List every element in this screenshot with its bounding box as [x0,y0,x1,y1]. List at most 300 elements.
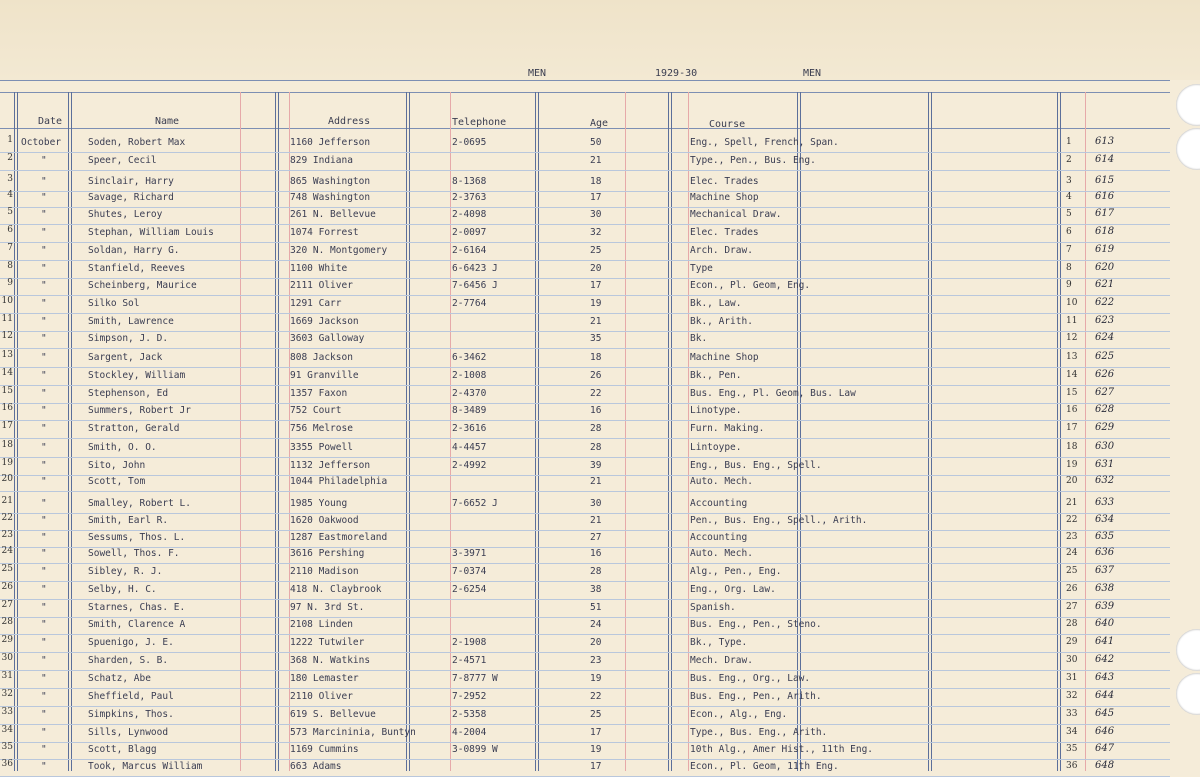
age-cell: 21 [590,316,602,327]
handwritten-id: 634 [1095,514,1115,525]
date-cell: " [41,709,47,720]
name-cell: Starnes, Chas. E. [88,602,186,613]
course-cell: Type [690,263,713,274]
row-rule [0,152,1170,153]
row-number: 23 [1,530,13,540]
row-rule [0,295,1170,296]
date-cell: " [41,316,47,327]
handwritten-id: 629 [1095,422,1115,433]
address-cell: 1074 Forrest [290,227,359,238]
title-left-men: MEN [528,68,547,79]
address-cell: 91 Granville [290,370,359,381]
address-cell: 1985 Young [290,498,348,509]
record-number: 4 [1066,192,1072,202]
address-cell: 619 S. Bellevue [290,709,376,720]
punch-hole [1176,84,1200,126]
handwritten-id: 625 [1095,351,1115,362]
course-cell: Bus. Eng., Pen., Steno. [690,619,822,630]
course-cell: Accounting [690,498,748,509]
address-cell: 2108 Linden [290,619,353,630]
address-cell: 573 Marcininia, Buntyn [290,727,416,738]
row-rule [0,420,1170,421]
phone-cell: 7-8777 W [452,673,498,684]
record-number: 36 [1066,761,1078,771]
record-number: 6 [1066,227,1072,237]
row-rule [0,170,1170,171]
phone-cell: 7-6456 J [452,280,498,291]
handwritten-id: 628 [1095,404,1115,415]
course-cell: Accounting [690,532,748,543]
name-cell: Selby, H. C. [88,584,157,595]
handwritten-id: 618 [1095,226,1115,237]
date-cell: " [41,227,47,238]
address-cell: 1222 Tutwiler [290,637,365,648]
phone-cell: 2-6164 [452,245,487,256]
address-cell: 756 Melrose [290,423,353,434]
row-rule [0,348,1170,349]
age-cell: 16 [590,548,602,559]
age-cell: 39 [590,460,602,471]
address-cell: 808 Jackson [290,352,353,363]
course-cell: Bk., Arith. [690,316,753,327]
name-cell: Speer, Cecil [88,155,157,166]
row-rule [0,438,1170,439]
date-cell: " [41,744,47,755]
row-rule [0,652,1170,653]
address-cell: 97 N. 3rd St. [290,602,365,613]
address-cell: 1620 Oakwood [290,515,359,526]
record-number: 31 [1066,673,1078,683]
course-cell: Eng., Spell, French, Span. [690,137,839,148]
name-cell: Stephenson, Ed [88,388,169,399]
date-cell: " [41,548,47,559]
record-number: 7 [1066,245,1072,255]
handwritten-id: 631 [1095,459,1115,470]
row-rule [0,706,1170,707]
name-cell: Simpson, J. D. [88,333,169,344]
course-cell: Auto. Mech. [690,476,753,487]
row-rule [0,599,1170,600]
row-number: 6 [7,225,13,235]
course-cell: Furn. Making. [690,423,765,434]
record-number: 26 [1066,584,1078,594]
record-number: 29 [1066,637,1078,647]
address-cell: 1357 Faxon [290,388,348,399]
address-cell: 1160 Jefferson [290,137,371,148]
course-cell: Bus. Eng., Pl. Geom, Bus. Law [690,388,856,399]
row-rule [0,260,1170,261]
date-cell: " [41,637,47,648]
rule-header-bottom [0,128,1170,129]
rule-top-2 [0,92,1170,93]
course-cell: Bk., Law. [690,298,742,309]
date-cell: " [41,515,47,526]
course-cell: Pen., Bus. Eng., Spell., Arith. [690,515,868,526]
address-cell: 1169 Cummins [290,744,359,755]
row-rule [0,475,1170,476]
handwritten-id: 642 [1095,654,1115,665]
date-cell: " [41,192,47,203]
date-cell: " [41,423,47,434]
course-cell: Type., Pen., Bus. Eng. [690,155,816,166]
handwritten-id: 630 [1095,441,1115,452]
record-number: 25 [1066,566,1078,576]
row-rule [0,207,1170,208]
record-number: 18 [1066,442,1078,452]
date-cell: " [41,388,47,399]
title-right-men: MEN [803,68,822,79]
row-rule [0,242,1170,243]
address-cell: 368 N. Watkins [290,655,371,666]
handwritten-id: 648 [1095,760,1115,771]
name-cell: Stanfield, Reeves [88,263,186,274]
phone-cell: 4-2004 [452,727,487,738]
name-cell: Soldan, Harry G. [88,245,180,256]
name-cell: Simpkins, Thos. [88,709,174,720]
handwritten-id: 646 [1095,726,1115,737]
phone-cell: 2-1008 [452,370,487,381]
date-cell: " [41,245,47,256]
phone-cell: 6-6423 J [452,263,498,274]
course-cell: 10th Alg., Amer Hist., 11th Eng. [690,744,874,755]
age-cell: 20 [590,637,602,648]
address-cell: 865 Washington [290,176,371,187]
date-cell: " [41,460,47,471]
row-rule [0,759,1170,760]
row-rule [0,331,1170,332]
phone-cell: 6-3462 [452,352,487,363]
title-year: 1929-30 [655,68,698,79]
address-cell: 1044 Philadelphia [290,476,388,487]
course-cell: Machine Shop [690,352,759,363]
record-number: 13 [1066,352,1078,362]
row-number: 26 [1,582,13,592]
phone-cell: 2-4571 [452,655,487,666]
row-number: 22 [1,513,13,523]
date-cell: " [41,280,47,291]
name-cell: Sibley, R. J. [88,566,163,577]
row-number: 30 [1,653,13,663]
col-header-name: Name [155,116,180,127]
address-cell: 1287 Eastmoreland [290,532,388,543]
name-cell: Smith, O. O. [88,442,157,453]
col-header-address: Address [328,116,371,127]
name-cell: Schatz, Abe [88,673,151,684]
address-cell: 2110 Madison [290,566,359,577]
phone-cell: 2-3763 [452,192,487,203]
course-cell: Bk., Pen. [690,370,742,381]
handwritten-id: 639 [1095,601,1115,612]
age-cell: 22 [590,388,602,399]
name-cell: Scheinberg, Maurice [88,280,197,291]
row-number: 1 [7,135,13,145]
address-cell: 1100 White [290,263,348,274]
name-cell: Sessums, Thos. L. [88,532,186,543]
row-rule [0,491,1170,492]
course-cell: Bus. Eng., Org., Law. [690,673,811,684]
row-rule [0,530,1170,531]
name-cell: Sargent, Jack [88,352,163,363]
age-cell: 51 [590,602,602,613]
age-cell: 18 [590,176,602,187]
row-number: 35 [1,742,13,752]
course-cell: Type., Bus. Eng., Arith. [690,727,828,738]
course-cell: Eng., Bus. Eng., Spell. [690,460,822,471]
record-number: 23 [1066,532,1078,542]
age-cell: 38 [590,584,602,595]
record-number: 27 [1066,602,1078,612]
age-cell: 26 [590,370,602,381]
record-number: 3 [1066,176,1072,186]
row-rule [0,617,1170,618]
phone-cell: 7-2952 [452,691,487,702]
course-cell: Eng., Org. Law. [690,584,776,595]
name-cell: Silko Sol [88,298,140,309]
phone-cell: 7-6652 J [452,498,498,509]
record-number: 9 [1066,280,1072,290]
record-number: 5 [1066,209,1072,219]
age-cell: 24 [590,619,602,630]
age-cell: 18 [590,352,602,363]
address-cell: 2110 Oliver [290,691,353,702]
date-cell: " [41,655,47,666]
age-cell: 28 [590,442,602,453]
handwritten-id: 622 [1095,297,1115,308]
record-number: 8 [1066,263,1072,273]
record-number: 24 [1066,548,1078,558]
date-cell: " [41,691,47,702]
phone-cell: 2-3616 [452,423,487,434]
age-cell: 17 [590,727,602,738]
date-cell: " [41,584,47,595]
date-cell: October [21,137,62,148]
age-cell: 19 [590,298,602,309]
row-number: 9 [7,278,13,288]
row-number: 25 [1,564,13,574]
col-header-course: Course [709,119,746,130]
address-cell: 418 N. Claybrook [290,584,382,595]
age-cell: 35 [590,333,602,344]
date-cell: " [41,263,47,274]
course-cell: Elec. Trades [690,227,759,238]
col-header-age: Age [590,118,609,129]
row-rule [0,403,1170,404]
date-cell: " [41,566,47,577]
name-cell: Spuenigo, J. E. [88,637,174,648]
course-cell: Arch. Draw. [690,245,753,256]
age-cell: 19 [590,673,602,684]
handwritten-id: 640 [1095,618,1115,629]
row-number: 29 [1,635,13,645]
phone-cell: 2-4370 [452,388,487,399]
course-cell: Linotype. [690,405,742,416]
age-cell: 19 [590,744,602,755]
age-cell: 25 [590,245,602,256]
address-cell: 1669 Jackson [290,316,359,327]
row-number: 16 [1,403,13,413]
row-rule [0,688,1170,689]
handwritten-id: 638 [1095,583,1115,594]
handwritten-id: 627 [1095,387,1115,398]
handwritten-id: 614 [1095,154,1115,165]
record-number: 15 [1066,388,1078,398]
record-number: 17 [1066,423,1078,433]
date-cell: " [41,333,47,344]
date-cell: " [41,352,47,363]
address-cell: 1132 Jefferson [290,460,371,471]
row-number: 34 [1,725,13,735]
row-rule [0,278,1170,279]
row-rule [0,191,1170,192]
course-cell: Econ., Alg., Eng. [690,709,788,720]
name-cell: Sowell, Thos. F. [88,548,180,559]
date-cell: " [41,761,47,772]
phone-cell: 2-6254 [452,584,487,595]
handwritten-id: 613 [1095,136,1115,147]
col-header-telephone: Telephone [452,117,507,128]
course-cell: Alg., Pen., Eng. [690,566,782,577]
date-cell: " [41,298,47,309]
course-cell: Lintoype. [690,442,742,453]
age-cell: 25 [590,709,602,720]
name-cell: Savage, Richard [88,192,174,203]
row-number: 14 [1,368,13,378]
row-number: 8 [7,261,13,271]
age-cell: 27 [590,532,602,543]
handwritten-id: 624 [1095,332,1115,343]
row-number: 24 [1,546,13,556]
course-cell: Bk., Type. [690,637,748,648]
record-number: 12 [1066,333,1078,343]
record-number: 34 [1066,727,1078,737]
name-cell: Summers, Robert Jr [88,405,191,416]
age-cell: 22 [590,691,602,702]
row-rule [0,563,1170,564]
age-cell: 16 [590,405,602,416]
row-number: 19 [1,458,13,468]
record-number: 21 [1066,498,1078,508]
age-cell: 17 [590,192,602,203]
row-number: 15 [1,386,13,396]
handwritten-id: 636 [1095,547,1115,558]
header-band [0,0,1200,80]
name-cell: Sheffield, Paul [88,691,174,702]
age-cell: 32 [590,227,602,238]
date-cell: " [41,476,47,487]
row-rule [0,581,1170,582]
course-cell: Bus. Eng., Pen., Arith. [690,691,822,702]
address-cell: 1291 Carr [290,298,342,309]
address-cell: 3355 Powell [290,442,353,453]
age-cell: 28 [590,566,602,577]
date-cell: " [41,370,47,381]
rule-top-1 [0,80,1170,81]
phone-cell: 2-4098 [452,209,487,220]
row-number: 10 [1,296,13,306]
name-cell: Stephan, William Louis [88,227,214,238]
address-cell: 180 Lemaster [290,673,359,684]
age-cell: 20 [590,263,602,274]
row-number: 31 [1,671,13,681]
punch-hole [1176,629,1200,671]
name-cell: Soden, Robert Max [88,137,186,148]
age-cell: 30 [590,209,602,220]
age-cell: 23 [590,655,602,666]
name-cell: Shutes, Leroy [88,209,163,220]
name-cell: Sito, John [88,460,146,471]
age-cell: 21 [590,155,602,166]
age-cell: 28 [590,423,602,434]
handwritten-id: 635 [1095,531,1115,542]
age-cell: 30 [590,498,602,509]
row-number: 21 [1,496,13,506]
address-cell: 3616 Pershing [290,548,365,559]
name-cell: Smith, Clarence A [88,619,186,630]
handwritten-id: 626 [1095,369,1115,380]
date-cell: " [41,532,47,543]
handwritten-id: 644 [1095,690,1115,701]
name-cell: Smith, Lawrence [88,316,174,327]
phone-cell: 2-1908 [452,637,487,648]
row-number: 28 [1,617,13,627]
age-cell: 17 [590,761,602,772]
age-cell: 21 [590,515,602,526]
name-cell: Sills, Lynwood [88,727,169,738]
course-cell: Mech. Draw. [690,655,753,666]
record-number: 20 [1066,476,1078,486]
name-cell: Sinclair, Harry [88,176,174,187]
course-cell: Elec. Trades [690,176,759,187]
phone-cell: 2-4992 [452,460,487,471]
name-cell: Scott, Tom [88,476,146,487]
row-rule [0,742,1170,743]
record-number: 1 [1066,137,1072,147]
handwritten-id: 641 [1095,636,1115,647]
handwritten-id: 643 [1095,672,1115,683]
row-number: 7 [7,243,13,253]
course-cell: Bk. [690,333,708,344]
record-number: 30 [1066,655,1078,665]
name-cell: Took, Marcus William [88,761,203,772]
course-cell: Auto. Mech. [690,548,753,559]
date-cell: " [41,619,47,630]
phone-cell: 8-3489 [452,405,487,416]
row-rule [0,724,1170,725]
row-rule [0,367,1170,368]
name-cell: Smalley, Robert L. [88,498,191,509]
handwritten-id: 633 [1095,497,1115,508]
col-header-date: Date [38,116,63,127]
phone-cell: 4-4457 [452,442,487,453]
handwritten-id: 615 [1095,175,1115,186]
address-cell: 3603 Galloway [290,333,365,344]
date-cell: " [41,176,47,187]
handwritten-id: 620 [1095,262,1115,273]
handwritten-id: 621 [1095,279,1115,290]
address-cell: 752 Court [290,405,342,416]
date-cell: " [41,405,47,416]
age-cell: 50 [590,137,602,148]
date-cell: " [41,209,47,220]
row-number: 4 [7,190,13,200]
date-cell: " [41,155,47,166]
course-cell: Econ., Pl. Geom, Eng. [690,280,811,291]
age-cell: 21 [590,476,602,487]
row-number: 2 [7,153,13,163]
address-cell: 663 Adams [290,761,342,772]
row-rule [0,313,1170,314]
record-number: 32 [1066,691,1078,701]
